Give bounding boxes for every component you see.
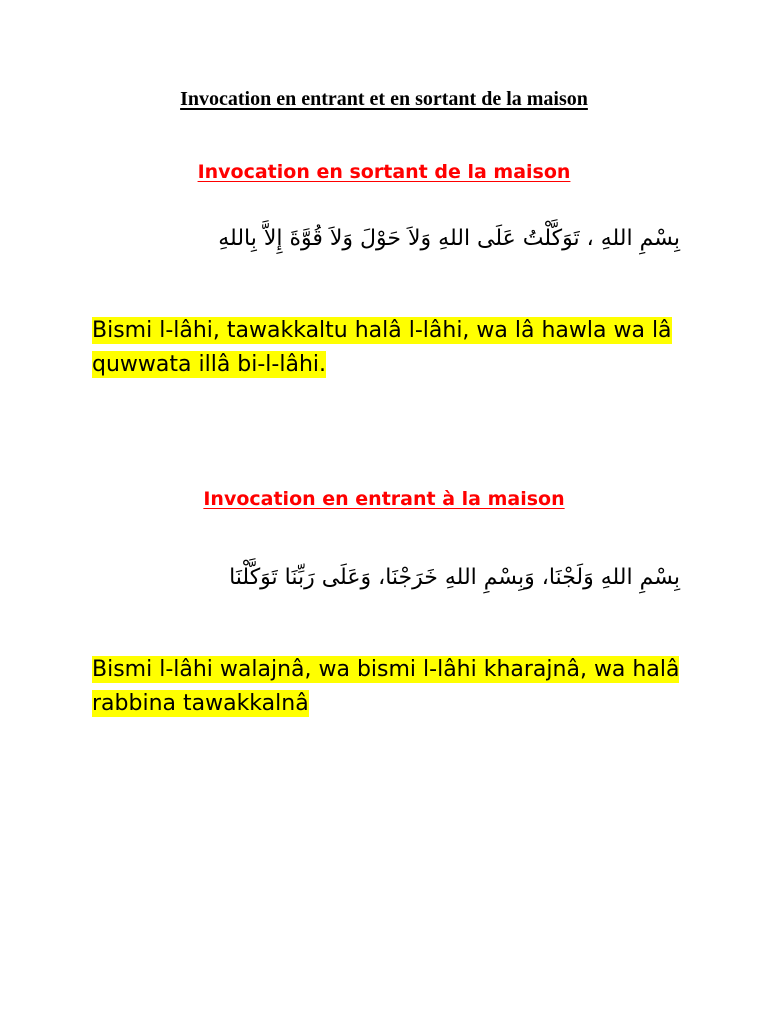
section-heading-exit bbox=[0, 159, 768, 185]
section-heading-enter-text: Invocation en entrant à la maison bbox=[203, 488, 565, 510]
arabic-invocation-enter: بِسْمِ اللهِ وَلَجْنَا، وَبِسْمِ اللهِ خَرَجْنَا، وَعَلَى رَبِّنَا تَوَكَّلْنَا bbox=[229, 565, 680, 590]
transliteration-enter-text: Bismi l-lâhi walajnâ, wa bismi l-lâhi kharajnâ, wa halâ rabbina tawakkalnâ bbox=[92, 657, 680, 716]
transliteration-exit bbox=[92, 314, 692, 382]
transliteration-enter bbox=[92, 653, 692, 721]
transliteration-exit-text: Bismi l-lâhi, tawakkaltu halâ l-lâhi, wa lâ hawla wa lâ quwwata illâ bi-l-lâhi. bbox=[92, 318, 672, 377]
section-heading-exit-text: Invocation en sortant de la maison bbox=[197, 161, 571, 183]
document-title-text: Invocation en entrant et en sortant de la maison bbox=[180, 88, 588, 110]
section-heading-enter bbox=[0, 486, 768, 512]
arabic-invocation-exit: بِسْمِ اللهِ ، تَوَكَّلْتُ عَلَى اللهِ وَلاَ حَوْلَ وَلاَ قُوَّةَ إِلاَّ بِاللهِ bbox=[218, 226, 680, 251]
document-title bbox=[0, 86, 768, 112]
